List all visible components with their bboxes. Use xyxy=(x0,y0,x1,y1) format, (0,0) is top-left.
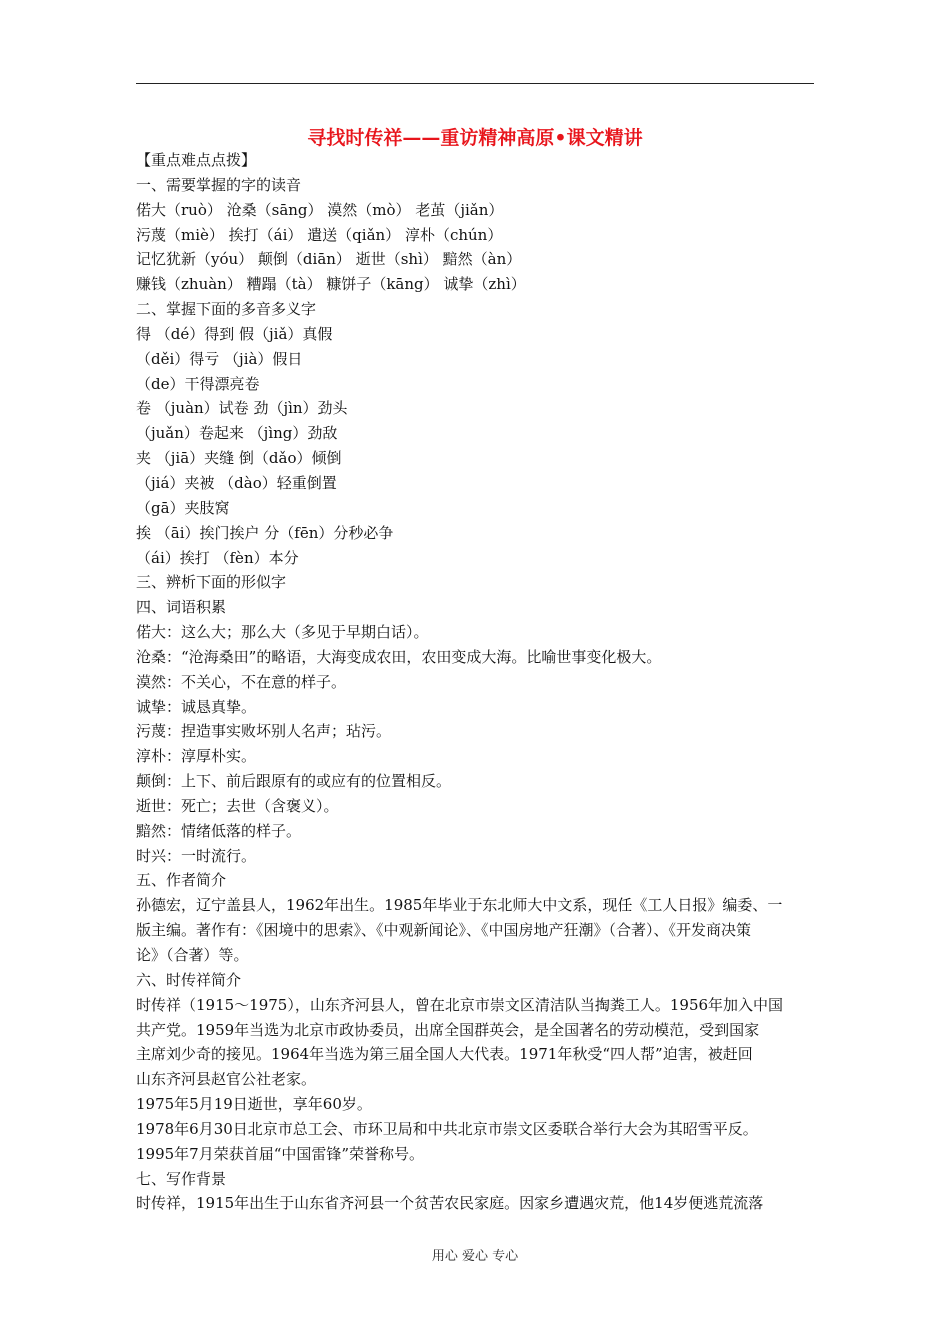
text-line: 诚挚：诚恳真挚。 xyxy=(136,697,257,716)
text-line: 时传祥（1915～1975），山东齐河县人，曾在北京市崇文区清洁队当掏粪工人。1956年加入中国 xyxy=(136,995,784,1014)
text-line: 污蔑（miè） 挨打（ái） 遣送（qiǎn） 淳朴（chún） xyxy=(136,225,503,244)
text-line: （děi）得亏 （jià）假日 xyxy=(136,349,303,368)
document-title: 寻找时传祥——重访精神高原•课文精讲 xyxy=(307,127,643,149)
text-line: 四、词语积累 xyxy=(136,598,227,617)
text-line: （gā）夹肢窝 xyxy=(136,498,230,517)
text-line: 山东齐河县赵官公社老家。 xyxy=(136,1070,317,1089)
page-footer: 用心 爱心 专心 xyxy=(431,1249,519,1264)
text-line: 淳朴：淳厚朴实。 xyxy=(136,747,257,766)
text-line: 孙德宏，辽宁盖县人，1962年出生。1985年毕业于东北师大中文系，现任《工人日报》编委、一 xyxy=(136,896,783,915)
text-line: 五、作者简介 xyxy=(136,871,227,890)
text-line: 七、写作背景 xyxy=(136,1169,227,1188)
text-line: 偌大：这么大；那么大（多见于早期白话）。 xyxy=(136,623,429,642)
text-line: 1995年7月荣获首届“中国雷锋”荣誉称号。 xyxy=(136,1144,425,1163)
text-line: 得 （dé）得到 假（jiǎ）真假 xyxy=(136,324,333,343)
text-line: 时兴：一时流行。 xyxy=(136,846,257,865)
text-line: 主席刘少奇的接见。1964年当选为第三届全国人大代表。1971年秋受“四人帮”迫害，被赶回 xyxy=(136,1045,753,1064)
text-line: 二、掌握下面的多音多义字 xyxy=(136,300,317,319)
document-body xyxy=(136,148,816,1216)
text-line: 版主编。著作有：《困境中的思索》、《中观新闻论》、《中国房地产狂潮》（合著）、《开发商决策 xyxy=(136,921,752,940)
text-line: 逝世：死亡；去世（含褒义）。 xyxy=(136,796,339,815)
text-line: 污蔑：捏造事实败坏别人名声；玷污。 xyxy=(136,722,392,741)
text-line: 赚钱（zhuàn） 糟蹋（tà） 糠饼子（kāng） 诚挚（zhì） xyxy=(136,275,526,294)
text-line: （de）干得漂亮卷 xyxy=(136,374,260,393)
text-line: 【重点难点点拨】 xyxy=(136,151,257,169)
text-line: 沧桑：“沧海桑田”的略语，大海变成农田，农田变成大海。比喻世事变化极大。 xyxy=(136,647,662,666)
text-line: 颠倒：上下、前后跟原有的或应有的位置相反。 xyxy=(136,772,452,791)
text-line: 六、时传祥简介 xyxy=(136,970,242,989)
text-line: 夹 （jiā）夹缝 倒（dǎo）倾倒 xyxy=(136,449,342,468)
text-line: （juǎn）卷起来 （jìng）劲敌 xyxy=(136,424,338,443)
text-line: 时传祥，1915年出生于山东省齐河县一个贫苦农民家庭。因家乡遭遇灾荒，他14岁便逃荒流落 xyxy=(136,1194,764,1213)
text-line: 一、需要掌握的字的读音 xyxy=(136,175,302,194)
text-line: 论》（合著）等。 xyxy=(136,946,249,964)
text-line: 三、辨析下面的形似字 xyxy=(136,573,287,592)
text-line: （ái）挨打 （fèn）本分 xyxy=(136,548,299,567)
text-line: 挨 （āi）挨门挨户 分（fēn）分秒必争 xyxy=(136,523,394,542)
text-line: 卷 （juàn）试卷 劲（jìn）劲头 xyxy=(136,399,348,418)
text-line: 偌大（ruò） 沧桑（sāng） 漠然（mò） 老茧（jiǎn） xyxy=(136,200,504,219)
text-line: （jiá）夹被 （dào）轻重倒置 xyxy=(136,473,337,492)
text-line: 黯然：情绪低落的样子。 xyxy=(136,821,302,840)
text-line: 漠然：不关心，不在意的样子。 xyxy=(136,672,347,691)
text-line: 1978年6月30日北京市总工会、市环卫局和中共北京市崇文区委联合举行大会为其昭雪平反。 xyxy=(136,1119,758,1138)
text-line: 共产党。1959年当选为北京市政协委员，出席全国群英会，是全国著名的劳动模范，受到国家 xyxy=(136,1020,760,1039)
text-line: 记忆犹新（yóu） 颠倒（diān） 逝世（shì） 黯然（àn） xyxy=(136,250,522,269)
text-line: 1975年5月19日逝世，享年60岁。 xyxy=(136,1095,372,1114)
header-rule xyxy=(136,83,814,84)
